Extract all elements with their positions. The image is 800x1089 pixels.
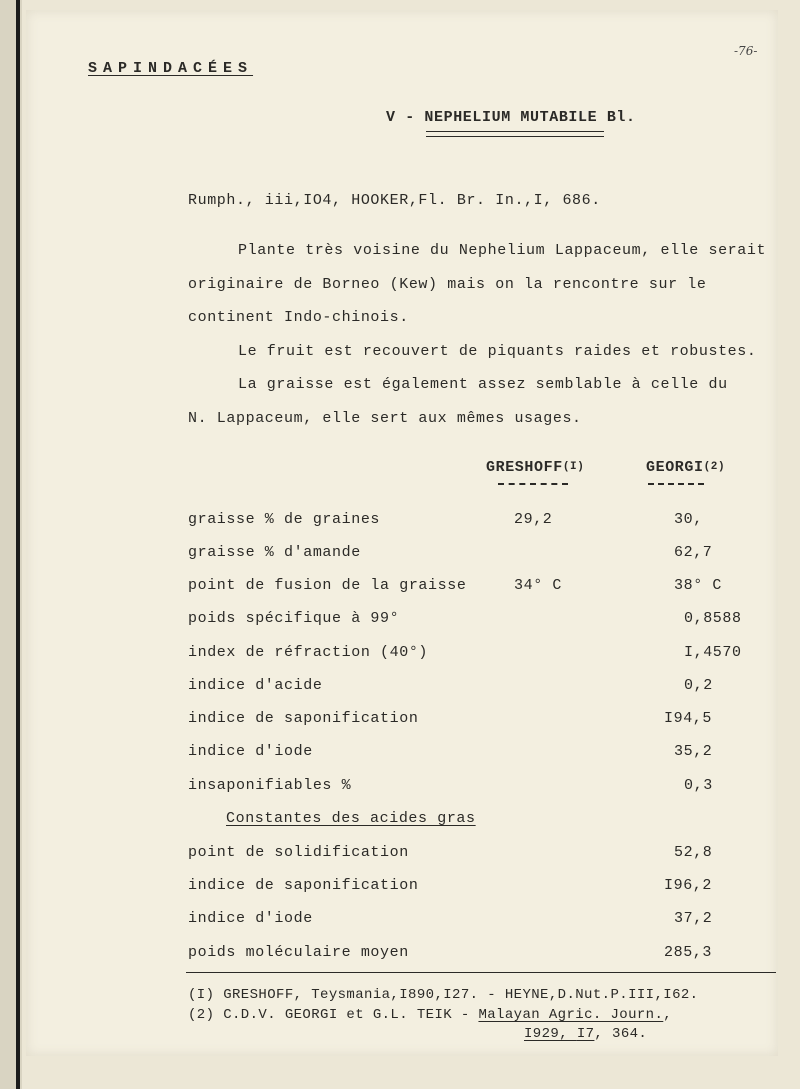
fatty-acids-subheading: Constantes des acides gras — [226, 810, 476, 827]
paragraph-line: Plante très voisine du Nephelium Lappaceum, elle serait — [238, 242, 767, 259]
row-label: point de solidification — [188, 844, 409, 861]
georgi-value: I94,5 — [664, 710, 713, 727]
georgi-header-underline — [648, 483, 704, 485]
row-label: indice d'iode — [188, 910, 313, 927]
paragraph-line: originaire de Borneo (Kew) mais on la rencontre sur le — [188, 276, 707, 293]
georgi-value: I,4570 — [684, 644, 742, 661]
paragraph-line: N. Lappaceum, elle sert aux mêmes usages. — [188, 410, 582, 427]
greshoff-value: 29,2 — [514, 511, 553, 528]
footnote-rule — [186, 972, 776, 973]
row-label: indice de saponification — [188, 710, 419, 727]
row-label: poids moléculaire moyen — [188, 944, 409, 961]
paragraph-line: continent Indo-chinois. — [188, 309, 409, 326]
paragraph-line: La graisse est également assez semblable à celle du — [238, 376, 728, 393]
greshoff-header-underline — [498, 483, 568, 485]
georgi-value: 0,2 — [684, 677, 713, 694]
row-label: point de fusion de la graisse — [188, 577, 467, 594]
family-heading: SAPINDACÉES — [88, 60, 254, 77]
georgi-value: 285,3 — [664, 944, 713, 961]
row-label: insaponifiables % — [188, 777, 352, 794]
row-label: poids spécifique à 99° — [188, 610, 400, 627]
footnote-2: (2) C.D.V. GEORGI et G.L. TEIK - Malayan Agric. Journ., — [188, 1007, 673, 1023]
row-label: graisse % de graines — [188, 511, 381, 528]
page-number: -76- — [734, 44, 758, 58]
georgi-value: 0,8588 — [684, 610, 742, 627]
row-label: indice d'acide — [188, 677, 323, 694]
georgi-value: 52,8 — [674, 844, 713, 861]
row-label: indice de saponification — [188, 877, 419, 894]
greshoff-header: $GRESHOFF^{(I)}$ — [486, 459, 585, 476]
georgi-header: GEORGI$^{(2)}$ — [646, 459, 726, 476]
georgi-value: I96,2 — [664, 877, 713, 894]
footnote-1: (I) GRESHOFF, Teysmania,I890,I27. - HEYNE,D.Nut.P.III,I62. — [188, 987, 699, 1003]
row-label: indice d'iode — [188, 743, 313, 760]
title-double-underline — [426, 131, 604, 137]
georgi-value: 0,3 — [684, 777, 713, 794]
paragraph-line: Le fruit est recouvert de piquants raides et robustes. — [238, 343, 757, 360]
row-label: index de réfraction (40°) — [188, 644, 429, 661]
species-title: V - NEPHELIUM MUTABILE Bl. — [386, 109, 636, 126]
greshoff-value: 34° C — [514, 577, 563, 594]
georgi-value: 35,2 — [674, 743, 713, 760]
document-page — [26, 10, 778, 1056]
footnote-2-continued: I929, I7, 364. — [524, 1026, 648, 1042]
reference-line: Rumph., iii,IO4, HOOKER,Fl. Br. In.,I, 686. — [188, 192, 601, 209]
georgi-value: 30, — [674, 511, 703, 528]
georgi-value: 38° C — [674, 577, 723, 594]
georgi-value: 62,7 — [674, 544, 713, 561]
binding-edge — [16, 0, 20, 1089]
row-label: graisse % d'amande — [188, 544, 361, 561]
georgi-value: 37,2 — [674, 910, 713, 927]
